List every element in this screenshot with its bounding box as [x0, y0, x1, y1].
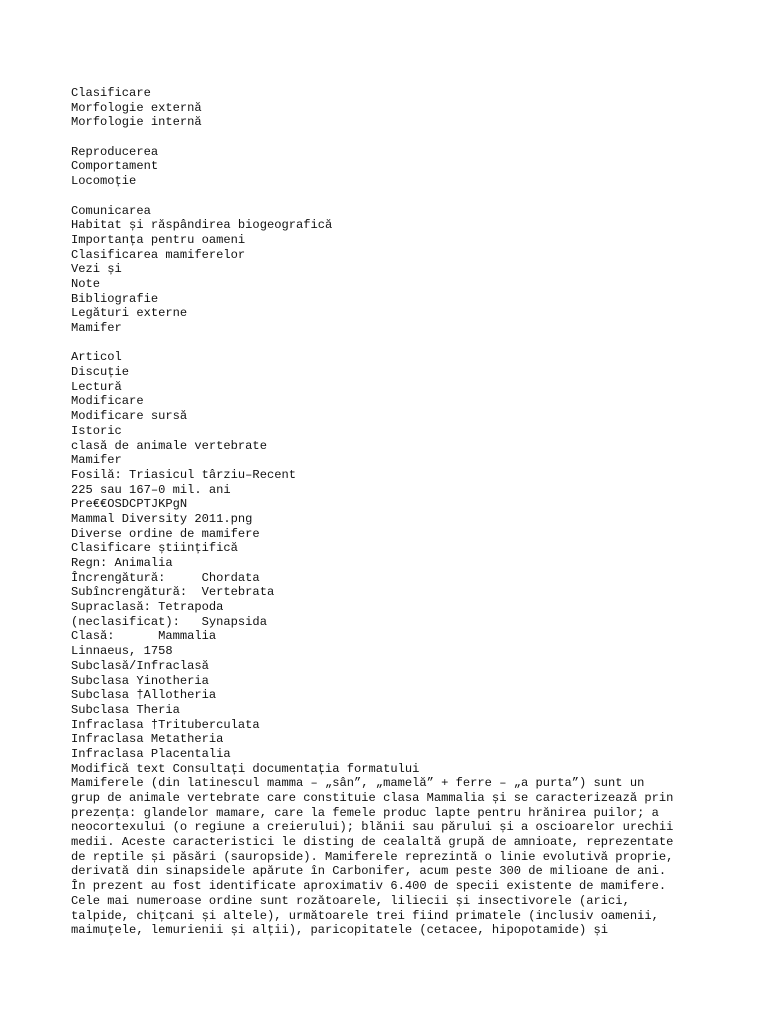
infobox-title: Mamifer — [71, 453, 122, 468]
toc-item-bibliografie[interactable]: Bibliografie — [71, 291, 159, 306]
infobox-age: 225 sau 167–0 mil. ani — [71, 482, 231, 497]
body-line: Mamiferele (din latinescul mamma – „sân”, „mamelă” + ferre – „a purta”) sunt un — [71, 776, 645, 791]
body-line: derivată din sinapsidele apărute în Carbonifer, acum peste 300 de milioane de ani. — [71, 864, 667, 879]
article-body — [71, 776, 731, 938]
infobox-image-caption: Diverse ordine de mamifere — [71, 526, 260, 541]
tab-articol[interactable]: Articol — [71, 350, 122, 365]
infobox-subdivision-item[interactable]: Infraclasa Placentalia — [71, 746, 231, 761]
infobox-fossil-range: Fosilă: Triasicul târziu–Recent — [71, 467, 296, 482]
toc-item-morfologie-externa[interactable]: Morfologie externă — [71, 100, 202, 115]
spacer — [71, 189, 731, 204]
tab-istoric[interactable]: Istoric — [71, 423, 122, 438]
infobox-period-letters: Pre€€OSDCPTJKPgN — [71, 497, 188, 512]
infobox-subdivision-item[interactable]: Subclasa Theria — [71, 702, 180, 717]
infobox-subdivision-item[interactable]: Subclasa †Allotheria — [71, 688, 217, 703]
body-line: prezența: glandelor mamare, care la femele produc lapte pentru hrănirea puilor; a — [71, 805, 659, 820]
infobox-subdivision-item[interactable]: Infraclasa Metatheria — [71, 732, 224, 747]
body-line: medii. Aceste caracteristici le disting de cealaltă grupă de amnioate, reprezentate — [71, 835, 674, 850]
document-page — [71, 86, 731, 938]
toc-item-note[interactable]: Note — [71, 276, 101, 291]
infobox — [71, 439, 731, 777]
body-line: talpide, chițcani și altele), următoarele trei fiind primatele (inclusiv oamenii, — [71, 908, 659, 923]
body-line: grup de animale vertebrate care constituie clasa Mammalia și se caracterizează prin — [71, 791, 674, 805]
toc-item-vezi-si[interactable]: Vezi și — [71, 262, 122, 277]
infobox-subdivision-item[interactable]: Infraclasa †Trituberculata — [71, 717, 260, 732]
toc-group-3 — [71, 204, 731, 336]
toc-group-1 — [71, 86, 731, 130]
toc-item-morfologie-interna[interactable]: Morfologie internă — [71, 115, 202, 130]
toc-item-comunicarea[interactable]: Comunicarea — [71, 203, 151, 218]
infobox-row-clasa: Clasă: Mammalia — [71, 629, 217, 644]
infobox-row-supraclasa: Supraclasă: Tetrapoda — [71, 600, 224, 615]
spacer — [71, 336, 731, 351]
page-tabs — [71, 350, 731, 438]
body-line: maimuțele, lemurienii și alții), paricopitatele (cetacee, hipopotamide) și — [71, 923, 609, 938]
toc-item-comportament[interactable]: Comportament — [71, 159, 159, 174]
body-line: În prezent au fost identificate aproximativ 6.400 de specii existente de mamifere. — [71, 879, 667, 894]
tab-discutie[interactable]: Discuție — [71, 365, 130, 380]
infobox-subdivision-item[interactable]: Subclasa Yinotheria — [71, 673, 209, 688]
toc-item-legaturi-externe[interactable]: Legături externe — [71, 306, 188, 321]
body-line: Cele mai numeroase ordine sunt rozătoarele, liliecii și insectivorele (arici, — [71, 893, 630, 908]
toc-item-clasificarea-mamiferelor[interactable]: Clasificarea mamiferelor — [71, 247, 246, 262]
tab-modificare-sursa[interactable]: Modificare sursă — [71, 409, 188, 424]
toc-item-locomotie[interactable]: Locomoție — [71, 174, 137, 189]
infobox-image-filename[interactable]: Mammal Diversity 2011.png — [71, 511, 253, 526]
infobox-row-increngatura: Încrengătură: Chordata — [71, 570, 260, 585]
body-line: neocortexului (o regiune a creierului); blănii sau părului și a oscioarelor urechii — [71, 820, 674, 835]
spacer — [71, 130, 731, 145]
infobox-edit-links[interactable]: Modifică text Consultați documentația formatului — [71, 761, 420, 776]
toc-item-clasificare[interactable]: Clasificare — [71, 86, 151, 100]
tab-lectura[interactable]: Lectură — [71, 379, 122, 394]
toc-group-2 — [71, 145, 731, 189]
toc-item-importanta[interactable]: Importanța pentru oameni — [71, 232, 246, 247]
infobox-row-subincrengatura: Subîncrengătură: Vertebrata — [71, 585, 275, 600]
page-title: Mamifer — [71, 321, 122, 335]
body-line: de reptile și păsări (sauropside). Mamiferele reprezintă o linie evolutivă proprie, — [71, 849, 674, 864]
toc-item-reproducerea[interactable]: Reproducerea — [71, 144, 159, 159]
infobox-row-neclasificat: (neclasificat): Synapsida — [71, 614, 267, 629]
infobox-subtitle: clasă de animale vertebrate — [71, 438, 267, 453]
infobox-classification-heading: Clasificare științifică — [71, 541, 238, 556]
infobox-authority: Linnaeus, 1758 — [71, 644, 173, 659]
infobox-subdivision-heading: Subclasă/Infraclasă — [71, 658, 209, 673]
toc-item-habitat[interactable]: Habitat și răspândirea biogeografică — [71, 218, 333, 233]
infobox-row-regn: Regn: Animalia — [71, 556, 173, 570]
tab-modificare[interactable]: Modificare — [71, 394, 144, 409]
